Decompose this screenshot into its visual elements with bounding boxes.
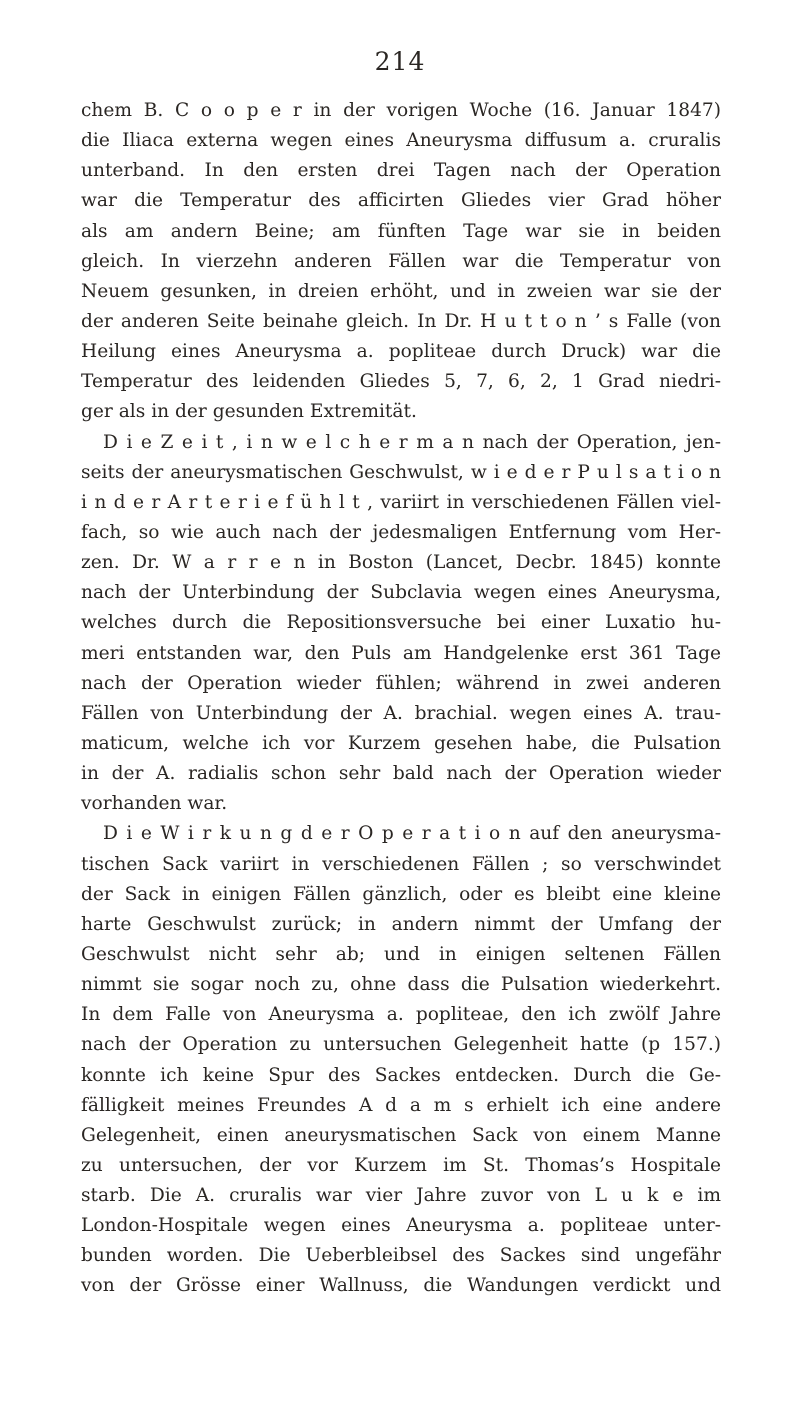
text-line: In dem Falle von Aneurysma a. popliteae, den ich zwölf Jahre bbox=[81, 1004, 721, 1026]
text-line: i n d e r A r t e r i e f ü h l t , variirt in verschiedenen Fällen viel- bbox=[81, 491, 721, 513]
text-line: zu untersuchen, der vor Kurzem im St. Thomas’s Hospitale bbox=[81, 1154, 721, 1176]
page-number: 214 bbox=[374, 47, 426, 76]
text-line: der Sack in einigen Fällen gänzlich, oder es bleibt eine kleine bbox=[81, 883, 721, 905]
text-line: tischen Sack variirt in verschiedenen Fällen ; so verschwindet bbox=[81, 853, 721, 875]
text-line: gleich. In vierzehn anderen Fällen war die Temperatur von bbox=[81, 250, 721, 272]
text-line: von der Grösse einer Wallnuss, die Wandungen verdickt und bbox=[81, 1275, 721, 1297]
text-line: konnte ich keine Spur des Sackes entdecken. Durch die Ge- bbox=[81, 1064, 721, 1086]
text-line: ger als in der gesunden Extremität. bbox=[81, 401, 417, 423]
text-line: Geschwulst nicht sehr ab; und in einigen seltenen Fällen bbox=[81, 943, 721, 965]
text-line: seits der aneurysmatischen Geschwulst, w i e d e r P u l s a t i o n bbox=[81, 461, 721, 483]
text-line: Temperatur des leidenden Gliedes 5, 7, 6, 2, 1 Grad niedri- bbox=[81, 371, 721, 393]
text-line: bunden worden. Die Ueberbleibsel des Sackes sind ungefähr bbox=[81, 1245, 721, 1267]
text-line: fach, so wie auch nach der jedesmaligen Entfernung vom Her- bbox=[81, 521, 721, 543]
text-line: zen. Dr. W a r r e n in Boston (Lancet, Decbr. 1845) konnte bbox=[81, 552, 721, 574]
text-line: chem B. C o o p e r in der vorigen Woche (16. Januar 1847) bbox=[81, 100, 721, 121]
text-line: die Iliaca externa wegen eines Aneurysma diffusum a. cruralis bbox=[81, 130, 721, 152]
body-text bbox=[81, 96, 721, 1302]
text-line: welches durch die Repositionsversuche bei einer Luxatio hu- bbox=[81, 612, 721, 634]
text-line: vorhanden war. bbox=[81, 793, 228, 815]
text-line: London-Hospitale wegen eines Aneurysma a. popliteae unter- bbox=[81, 1215, 721, 1237]
text-line: Gelegenheit, einen aneurysmatischen Sack von einem Manne bbox=[81, 1124, 721, 1146]
text-line: unterband. In den ersten drei Tagen nach der Operation bbox=[81, 160, 721, 182]
text-line: nach der Unterbindung der Subclavia wegen eines Aneurysma, bbox=[81, 582, 721, 604]
text-line: Neuem gesunken, in dreien erhöht, und in zweien war sie der bbox=[81, 280, 721, 302]
text-line: als am andern Beine; am fünften Tage war sie in beiden bbox=[81, 220, 721, 242]
text-line: nach der Operation wieder fühlen; während in zwei anderen bbox=[81, 672, 721, 694]
text-line: nach der Operation zu untersuchen Gelegenheit hatte (p 157.) bbox=[81, 1034, 721, 1056]
text-line: war die Temperatur des afficirten Gliedes vier Grad höher bbox=[81, 190, 721, 212]
text-line: der anderen Seite beinahe gleich. In Dr. H u t t o n ’ s Falle (von bbox=[81, 310, 721, 332]
text-line: harte Geschwulst zurück; in andern nimmt der Umfang der bbox=[81, 913, 721, 935]
text-line: maticum, welche ich vor Kurzem gesehen habe, die Pulsation bbox=[81, 732, 721, 754]
text-line: D i e Z e i t , i n w e l c h e r m a n nach der Operation, jen- bbox=[103, 431, 721, 453]
text-line: starb. Die A. cruralis war vier Jahre zuvor von L u k e im bbox=[81, 1185, 721, 1207]
text-line: in der A. radialis schon sehr bald nach der Operation wieder bbox=[81, 763, 721, 785]
text-line: nimmt sie sogar noch zu, ohne dass die Pulsation wiederkehrt. bbox=[81, 974, 721, 996]
text-line: D i e W i r k u n g d e r O p e r a t i o n auf den aneurysma- bbox=[103, 823, 721, 845]
text-line: Heilung eines Aneurysma a. popliteae durch Druck) war die bbox=[81, 341, 721, 363]
text-line: Fällen von Unterbindung der A. brachial. wegen eines A. trau- bbox=[81, 702, 721, 724]
text-line: fälligkeit meines Freundes A d a m s erhielt ich eine andere bbox=[81, 1094, 721, 1116]
text-line: meri entstanden war, den Puls am Handgelenke erst 361 Tage bbox=[81, 642, 721, 664]
